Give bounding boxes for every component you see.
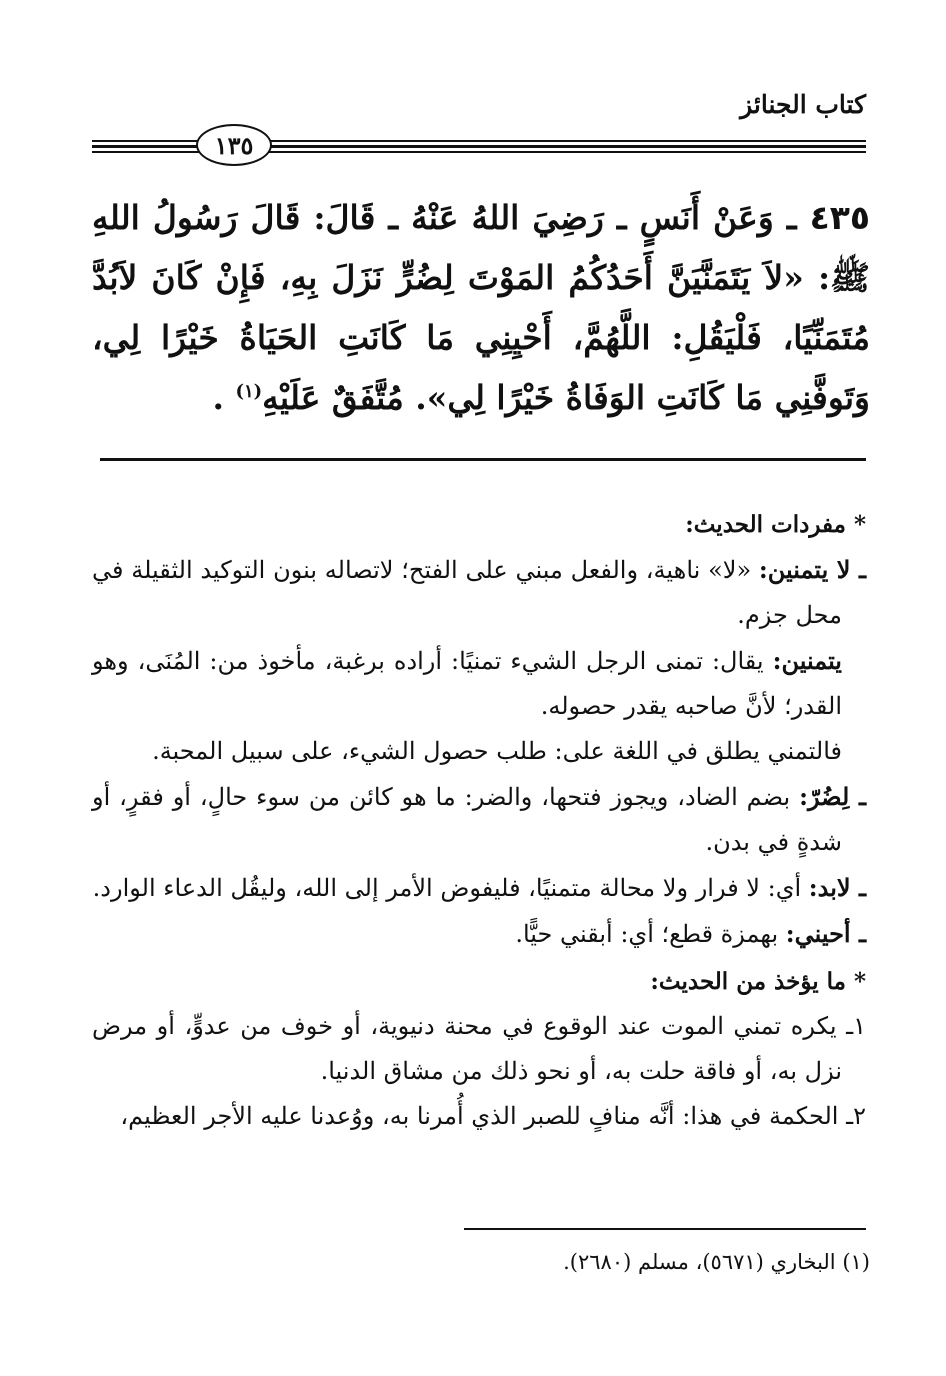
vocab-definition: بهمزة قطع؛ أي: أبقني حيًّا. xyxy=(515,920,786,948)
vocab-term: يتمنين: xyxy=(772,646,842,675)
footnote: (١) البخاري (٥٦٧١)، مسلم (٢٦٨٠). xyxy=(563,1250,870,1274)
footnote-reference: (١) xyxy=(235,381,263,402)
vocab-entry xyxy=(92,865,866,911)
hadith-number: ٤٣٥ xyxy=(809,198,870,237)
hadith-body: ـ وَعَنْ أَنَسٍ ـ رَضِيَ اللهُ عَنْهُ ـ قَالَ: قَالَ رَسُولُ اللهِ ﷺ: «لاَ يَتَمَنَّيَنَّ أَحَدُكُمُ المَوْتَ لِضُرٍّ نَزَلَ بِهِ، فَإِنْ كَانَ لاَبُدَّ مُتَمَنِّيًا، فَلْيَقُلِ: اللَّهُمَّ، أَحْيِنِي مَا كَانَتِ الحَيَاةُ خَيْرًا لِي، وَتَوفَّنِي مَا كَانَتِ الوَفَاةُ خَيْرًا لِي». مُتَّفَقٌ عَلَيْهِ xyxy=(92,198,871,417)
vocab-entry xyxy=(92,729,866,774)
page-number-text: ١٣٥ xyxy=(214,130,254,160)
vocab-entry xyxy=(92,638,866,729)
footnote-rule xyxy=(464,1228,866,1230)
hadith-end: . xyxy=(212,378,236,417)
vocab-definition: فالتمني يطلق في اللغة على: طلب حصول الشيء، على سبيل المحبة. xyxy=(152,737,842,765)
vocab-definition: أي: لا فرار ولا محالة متمنيًا، فليفوض الأمر إلى الله، وليقُل الدعاء الوارد. xyxy=(92,874,809,902)
vocab-term: ـ لابد: xyxy=(808,873,866,902)
lesson-item: ١ـ يكره تمني الموت عند الوقوع في محنة دنيوية، أو خوف من عدوٍّ، أو مرض نزل به، أو فاقة حلت به، أو نحو ذلك من مشاق الدنيا. xyxy=(92,1012,866,1085)
vocab-term: ـ لِضُرّ: xyxy=(799,782,866,811)
running-header-title: كتاب الجنائز xyxy=(740,90,866,119)
vocab-definition: بضم الضاد، ويجوز فتحها، والضر: ما هو كائن من سوء حالٍ، أو فقرٍ، أو شدةٍ في بدن. xyxy=(92,783,842,856)
lessons-heading: * ما يؤخذ من الحديث: xyxy=(650,968,866,995)
page-number xyxy=(196,124,272,166)
vocab-term: ـ أحيني: xyxy=(785,919,866,948)
commentary xyxy=(92,500,866,1139)
section-divider xyxy=(100,458,866,461)
vocab-term: ـ لا يتمنين: xyxy=(758,555,867,584)
hadith-text xyxy=(92,188,870,428)
vocab-entry xyxy=(92,774,866,865)
vocab-definition: «لا» ناهية، والفعل مبني على الفتح؛ لاتصاله بنون التوكيد الثقيلة في محل جزم. xyxy=(92,556,842,629)
vocabulary-heading: * مفردات الحديث: xyxy=(685,511,866,538)
vocab-definition: يقال: تمنى الرجل الشيء تمنيًا: أراده برغبة، مأخوذ من: المُنَى، وهو القدر؛ لأنَّ صاحبه يقدر حصوله. xyxy=(92,647,842,720)
vocab-entry xyxy=(92,547,866,638)
vocab-entry xyxy=(92,911,866,957)
lesson-item: ٢ـ الحكمة في هذا: أنَّه منافٍ للصبر الذي أُمرنا به، ووُعدنا عليه الأجر العظيم، xyxy=(120,1102,866,1130)
